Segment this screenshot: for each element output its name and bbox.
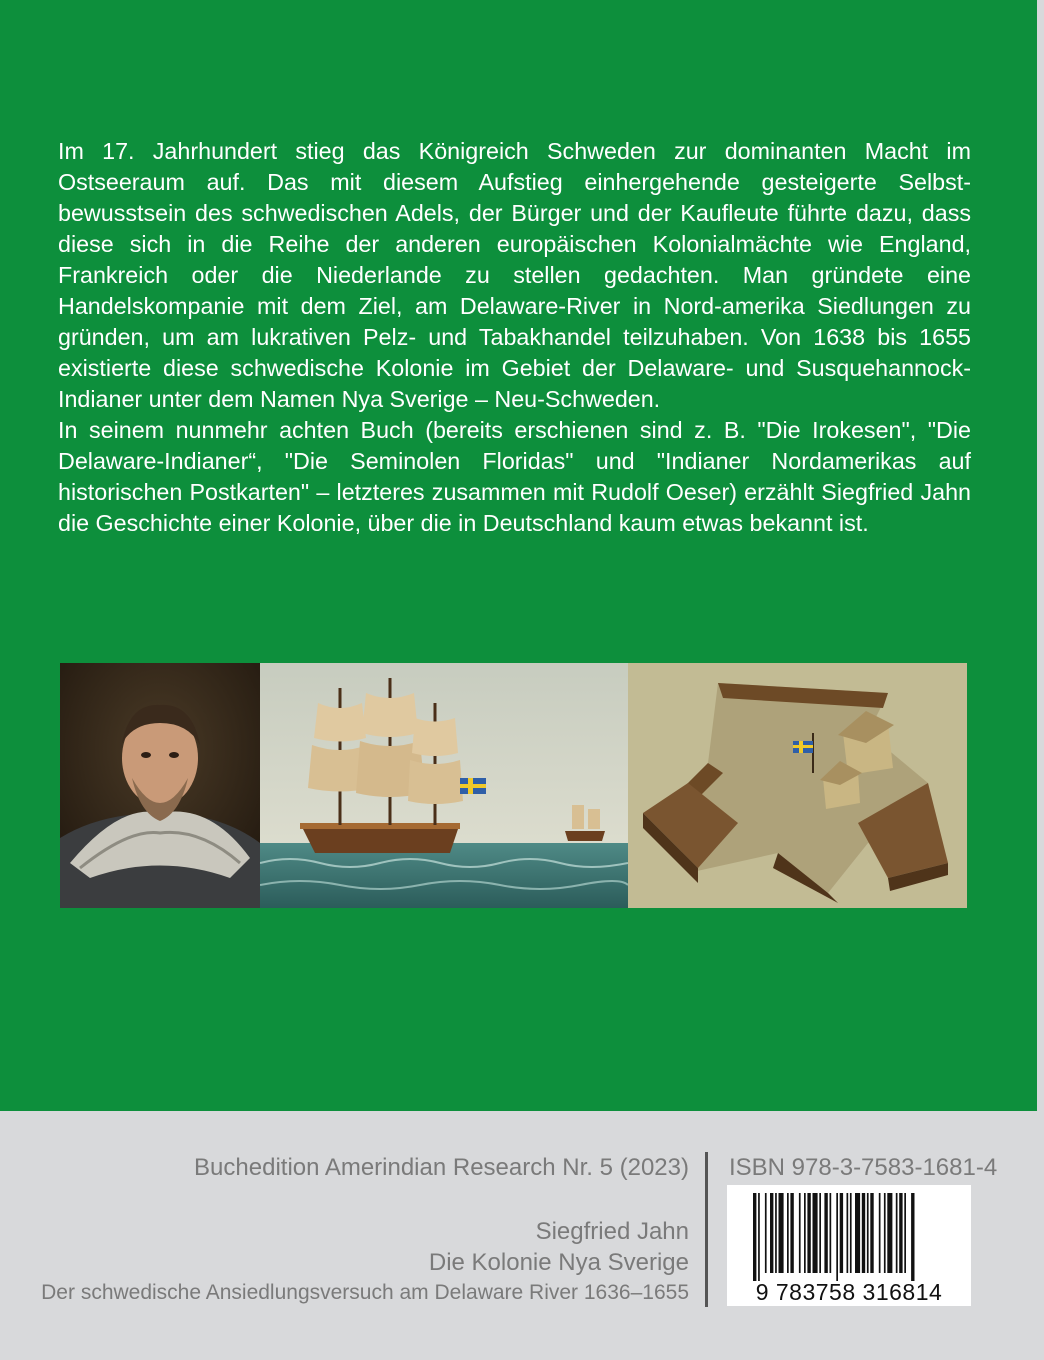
barcode-digits: 9 783758 316814	[755, 1279, 943, 1305]
book-subtitle: Der schwedische Ansiedlungsversuch am Delaware River 1636–1655	[41, 1281, 689, 1304]
barcode-bar	[896, 1193, 898, 1273]
barcode-bar	[836, 1193, 838, 1281]
book-title: Die Kolonie Nya Sverige	[428, 1249, 689, 1276]
portrait-image	[60, 663, 260, 908]
barcode-bar	[787, 1193, 789, 1273]
author-name: Siegfried Jahn	[535, 1218, 689, 1245]
barcode-bar	[847, 1193, 849, 1273]
barcode-bar	[911, 1193, 914, 1281]
barcode-bar	[813, 1193, 818, 1273]
barcode-bar	[862, 1193, 865, 1273]
blurb-paragraph-1: Im 17. Jahrhundert stieg das Königreich Schweden zur dominanten Macht im Ostseeraum auf. Das mit diesem Aufstieg einhergehende gesteigerte Selbst-bewusstsein des schwedischen Adels, der Bürger und der Kaufleute führte dazu, dass diese sich in die Reihe der anderen europäischen Kolonialmächte wie England, Frankreich oder die Niederlande zu stellen gedachten. Man gründete eine Handelskompanie mit dem Ziel, am Delaware-River in Nord-amerika Siedlungen zu gründen, um am lukrativen Pelz- und Tabakhandel teilzuhaben. Von 1638 bis 1655 existierte diese schwedische Kolonie im Gebiet der Delaware- und Susquehannock-Indianer unter dem Namen Nya Sverige – Neu-Schweden.	[58, 138, 971, 412]
barcode-bar	[824, 1193, 827, 1273]
barcode-bar	[799, 1193, 801, 1273]
isbn-label: ISBN 978-3-7583-1681-4	[729, 1154, 998, 1181]
barcode-bar	[807, 1193, 810, 1273]
barcode-bar	[779, 1193, 784, 1273]
barcode-bar	[887, 1193, 892, 1273]
barcode-bar	[840, 1193, 843, 1273]
ship-image	[260, 663, 628, 908]
barcode-bar	[855, 1193, 860, 1273]
barcode-bar	[867, 1193, 869, 1273]
barcode	[727, 1185, 971, 1306]
barcode-bar	[790, 1193, 793, 1273]
barcode-bar	[804, 1193, 806, 1273]
barcode-bar	[753, 1193, 756, 1281]
barcode-bar	[830, 1193, 832, 1273]
barcode-bar	[758, 1193, 760, 1281]
blurb-paragraph-2: In seinem nunmehr achten Buch (bereits erschienen sind z. B. "Die Irokesen", "Die Delaware-Indianer“, "Die Seminolen Floridas" und "Indianer Nordamerikas auf historischen Postkarten" – letzteres zusammen mit Rudolf Oeser) erzählt Siegfried Jahn die Geschichte einer Kolonie, über die in Deutschland kaum etwas bekannt ist.	[58, 417, 971, 536]
series-label: Buchedition Amerindian Research Nr. 5 (2023)	[194, 1154, 689, 1181]
barcode-bar	[850, 1193, 852, 1273]
barcode-bar	[904, 1193, 906, 1273]
barcode-bar	[765, 1193, 767, 1273]
back-cover-blurb	[58, 136, 971, 539]
barcode-bar	[899, 1193, 902, 1273]
barcode-bar	[884, 1193, 886, 1273]
barcode-bar	[870, 1193, 873, 1273]
illustration-strip	[60, 663, 967, 908]
barcode-bar	[879, 1193, 881, 1273]
fort-model-image	[628, 663, 967, 908]
barcode-bar	[819, 1193, 821, 1273]
barcode-bar	[775, 1193, 777, 1273]
footer-divider	[705, 1152, 708, 1307]
barcode-bar	[770, 1193, 773, 1273]
